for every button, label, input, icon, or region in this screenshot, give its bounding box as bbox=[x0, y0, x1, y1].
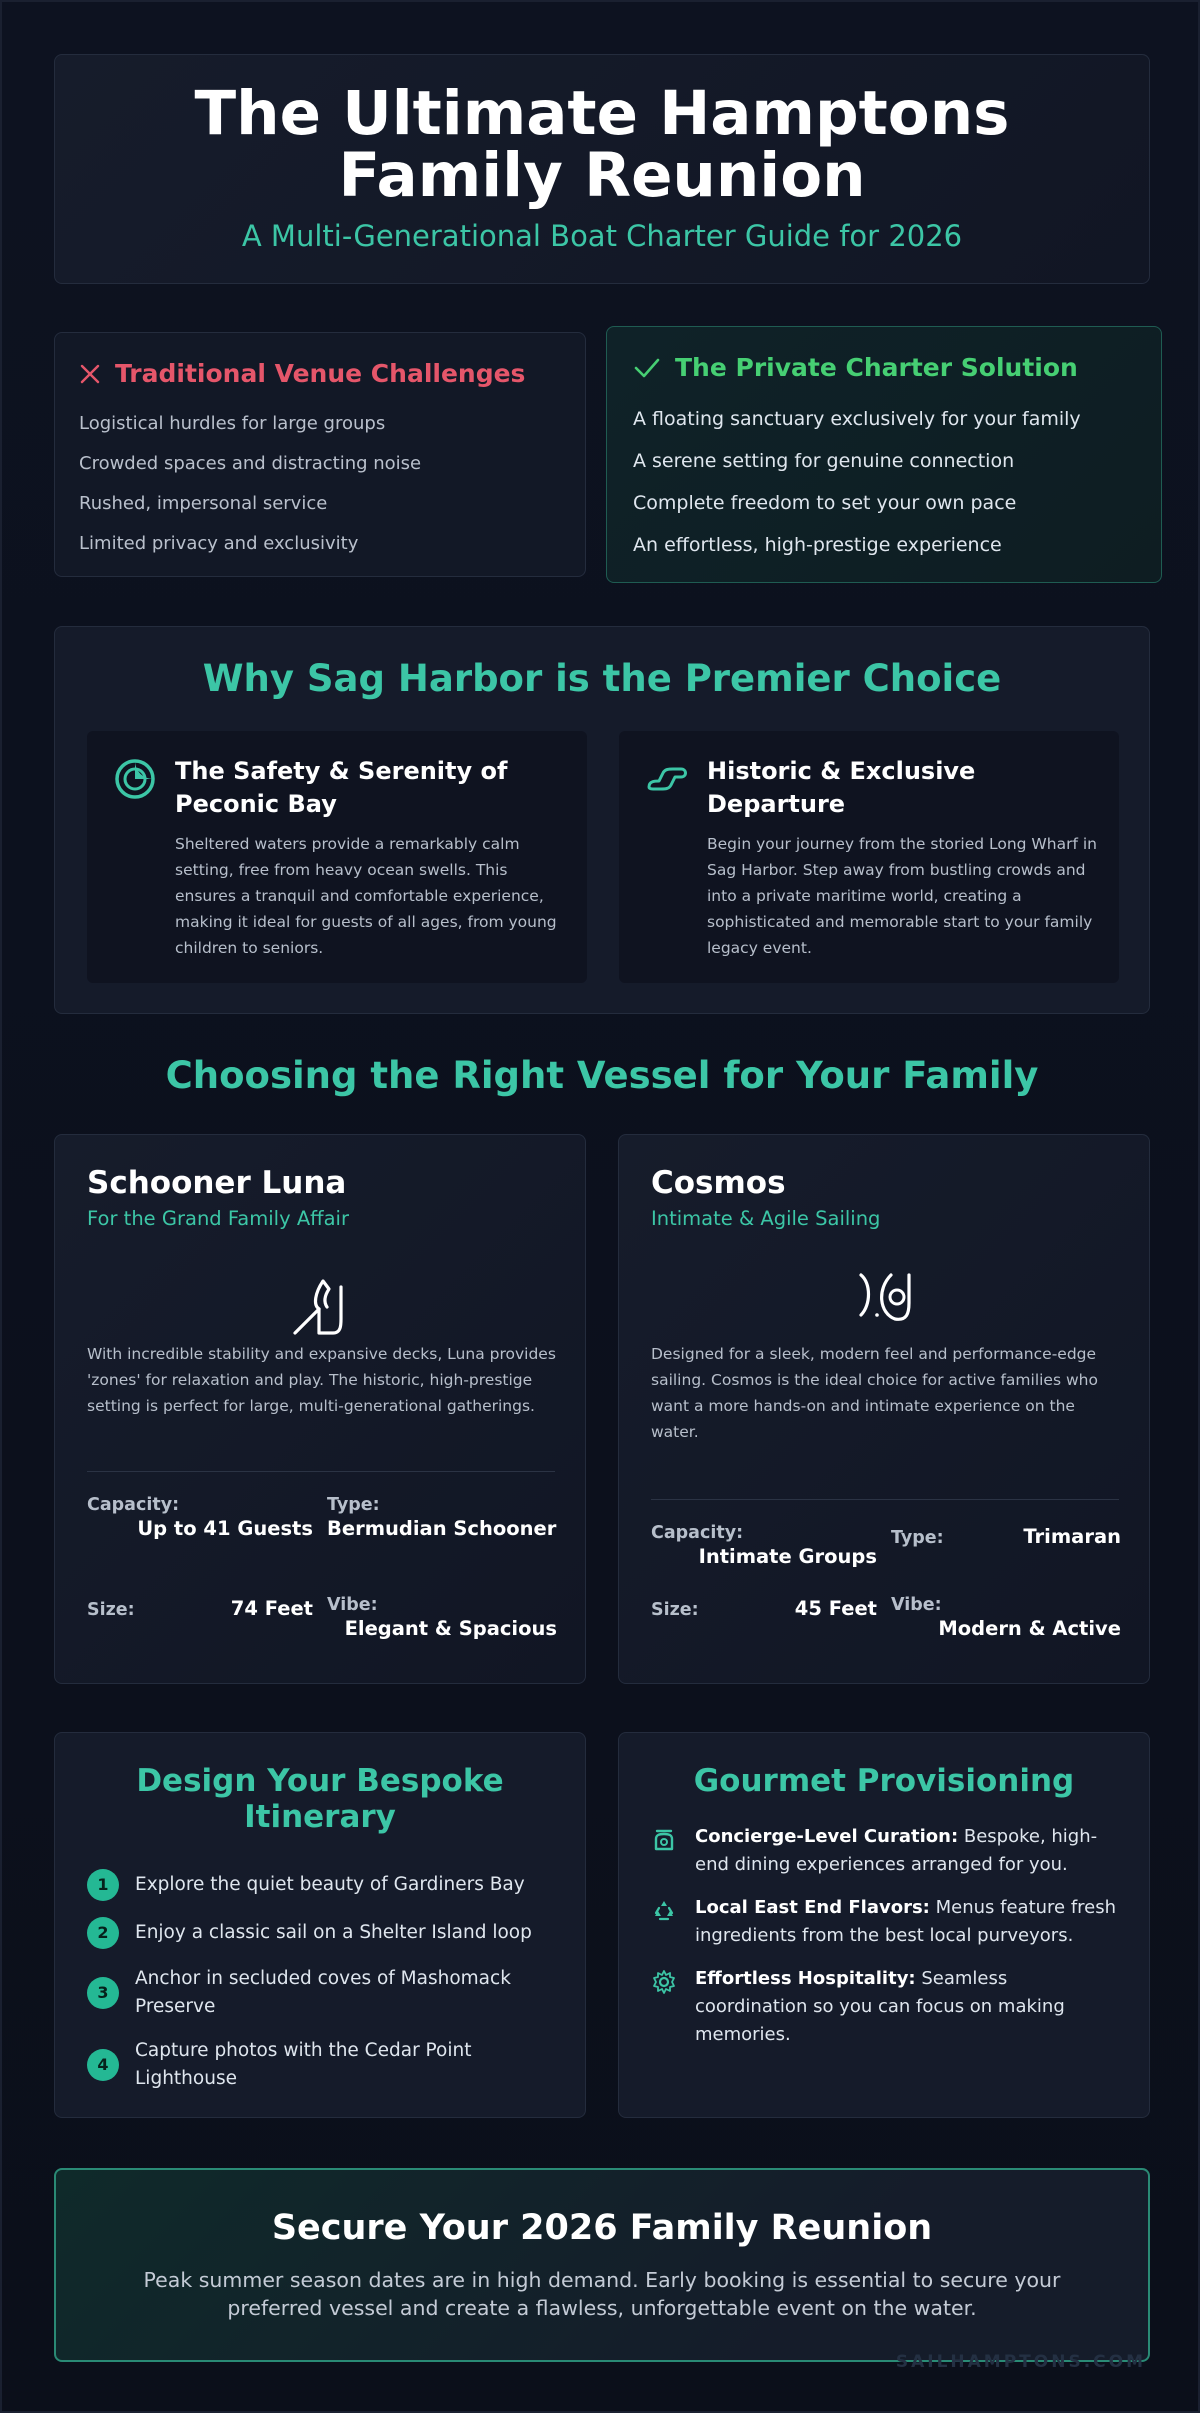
why-title: Why Sag Harbor is the Premier Choice bbox=[202, 657, 1002, 700]
spec-vibe bbox=[891, 1595, 1121, 1643]
concierge-bell-icon bbox=[651, 1827, 677, 1853]
spec-capacity bbox=[651, 1523, 877, 1571]
step-number: 3 bbox=[87, 1977, 119, 2009]
x-icon bbox=[79, 363, 101, 385]
challenges-heading bbox=[79, 359, 585, 388]
step-number: 2 bbox=[87, 1917, 119, 1949]
wave-icon bbox=[645, 757, 689, 801]
vessel-name: Schooner Luna bbox=[87, 1165, 347, 1201]
footer-brand: SAILHAMPTONS.COM bbox=[895, 2352, 1146, 2372]
list-item: A serene setting for genuine connection bbox=[633, 450, 1015, 472]
solution-list bbox=[633, 398, 1161, 566]
step-text: Capture photos with the Cedar Point Lighthouse bbox=[135, 2040, 472, 2089]
provisioning-item bbox=[651, 1894, 1121, 1950]
spec-value: Up to 41 Guests bbox=[137, 1517, 313, 1540]
provisioning-title: Gourmet Provisioning bbox=[693, 1763, 1075, 1799]
spec-label: Capacity: bbox=[87, 1495, 180, 1515]
vessel-name: Cosmos bbox=[651, 1165, 786, 1201]
list-item: Complete freedom to set your own pace bbox=[633, 492, 1017, 514]
spec-label: Vibe: bbox=[327, 1595, 378, 1615]
itinerary-step bbox=[87, 2029, 557, 2101]
spec-value: Elegant & Spacious bbox=[344, 1617, 557, 1640]
spec-label: Vibe: bbox=[891, 1595, 942, 1615]
list-item: An effortless, high-prestige experience bbox=[633, 534, 1002, 556]
solution-card bbox=[606, 326, 1162, 583]
provisioning-item bbox=[651, 1965, 1121, 2049]
list-item: A floating sanctuary exclusively for your family bbox=[633, 408, 1081, 430]
cta-text: Peak summer season dates are in high demand. Early booking is essential to secure your preferred vessel and create a flawless, unforgettable event on the water. bbox=[143, 2268, 1061, 2320]
spec-type bbox=[891, 1523, 1121, 1551]
spec-type bbox=[327, 1495, 557, 1543]
challenges-list bbox=[79, 404, 585, 564]
step-number: 1 bbox=[87, 1869, 119, 1901]
page-subtitle: A Multi-Generational Boat Charter Guide for 2026 bbox=[241, 219, 963, 253]
step-text: Explore the quiet beauty of Gardiners Bay bbox=[135, 1874, 525, 1895]
spec-label: Capacity: bbox=[651, 1523, 744, 1543]
spec-label: Size: bbox=[87, 1600, 135, 1620]
itinerary-steps bbox=[87, 1861, 557, 2101]
spec-value: Bermudian Schooner bbox=[327, 1517, 557, 1540]
spec-value: Trimaran bbox=[1023, 1525, 1121, 1548]
vessel-tagline: For the Grand Family Affair bbox=[87, 1207, 349, 1230]
step-number: 4 bbox=[87, 2049, 119, 2081]
feature-title: Historic & Exclusive Departure bbox=[707, 757, 976, 818]
spec-value: Intimate Groups bbox=[698, 1545, 877, 1568]
gear-icon bbox=[651, 1969, 677, 1995]
spec-value: Modern & Active bbox=[938, 1617, 1121, 1640]
challenges-card bbox=[54, 332, 586, 577]
spec-size bbox=[651, 1595, 877, 1623]
page-title: The Ultimate Hamptons Family Reunion bbox=[194, 78, 1010, 211]
itinerary-step bbox=[87, 1957, 557, 2029]
vessels-section-title: Choosing the Right Vessel for Your Family bbox=[165, 1054, 1039, 1097]
provisioning-label: Concierge-Level Curation: bbox=[695, 1826, 959, 1847]
spec-vibe bbox=[327, 1595, 557, 1643]
provisioning-label: Effortless Hospitality: bbox=[695, 1968, 916, 1989]
feature-text: Begin your journey from the storied Long Wharf in Sag Harbor. Step away from bustling crowds and into a private maritime world, creating a sophisticated and memorable start to your family legacy event. bbox=[707, 835, 1097, 957]
provisioning-text: Seamless coordination so you can focus on making memories. bbox=[695, 1968, 1065, 2045]
feature-text: Sheltered waters provide a remarkably calm setting, free from heavy ocean swells. This ensures a tranquil and comfortable experience, making it ideal for guests of all ages, from young children to seniors. bbox=[175, 835, 557, 957]
list-item: Rushed, impersonal service bbox=[79, 493, 328, 514]
step-text: Anchor in secluded coves of Mashomack Preserve bbox=[135, 1968, 511, 2017]
provisioning-label: Local East End Flavors: bbox=[695, 1897, 930, 1918]
vessel-card-luna bbox=[54, 1134, 586, 1684]
itinerary-step bbox=[87, 1861, 557, 1909]
trimaran-icon bbox=[835, 1249, 935, 1339]
spec-capacity bbox=[87, 1495, 313, 1543]
cta-title: Secure Your 2026 Family Reunion bbox=[271, 2208, 933, 2248]
check-icon bbox=[633, 357, 661, 379]
divider bbox=[87, 1471, 555, 1472]
provisioning-text: Menus feature fresh ingredients from the best local purveyors. bbox=[695, 1897, 1117, 1946]
list-item: Logistical hurdles for large groups bbox=[79, 413, 386, 434]
feature-title: The Safety & Serenity of Peconic Bay bbox=[175, 757, 508, 818]
spec-value: 74 Feet bbox=[230, 1597, 313, 1620]
solution-title: The Private Charter Solution bbox=[675, 353, 1078, 382]
provisioning-card bbox=[618, 1732, 1150, 2118]
vessel-description: Designed for a sleek, modern feel and performance-edge sailing. Cosmos is the ideal choice for active families who want a more hands-on and intimate experience on the water. bbox=[651, 1345, 1098, 1441]
recycle-icon bbox=[651, 1898, 677, 1924]
spec-value: 45 Feet bbox=[794, 1597, 877, 1620]
itinerary-step bbox=[87, 1909, 557, 1957]
divider bbox=[651, 1499, 1119, 1500]
why-section bbox=[54, 626, 1150, 1014]
header-card bbox=[54, 54, 1150, 284]
step-text: Enjoy a classic sail on a Shelter Island loop bbox=[135, 1922, 532, 1943]
vessel-card-cosmos bbox=[618, 1134, 1150, 1684]
challenges-title: Traditional Venue Challenges bbox=[115, 359, 526, 388]
feature-card-departure bbox=[619, 731, 1119, 983]
solution-heading bbox=[633, 353, 1161, 382]
cta-banner bbox=[54, 2168, 1150, 2362]
list-item: Crowded spaces and distracting noise bbox=[79, 453, 422, 474]
spec-label: Size: bbox=[651, 1600, 699, 1620]
provisioning-item bbox=[651, 1823, 1121, 1879]
itinerary-title: Design Your Bespoke Itinerary bbox=[136, 1763, 504, 1835]
itinerary-card bbox=[54, 1732, 586, 2118]
moon-icon bbox=[113, 757, 157, 801]
spec-label: Type: bbox=[891, 1528, 944, 1548]
vessel-tagline: Intimate & Agile Sailing bbox=[651, 1207, 881, 1230]
provisioning-text: Bespoke, high-end dining experiences arranged for you. bbox=[695, 1826, 1098, 1875]
vessel-description: With incredible stability and expansive decks, Luna provides 'zones' for relaxation and play. The historic, high-prestige setting is perfect for large, multi-generational gatherings. bbox=[87, 1345, 556, 1415]
spec-label: Type: bbox=[327, 1495, 380, 1515]
sailboat-icon bbox=[271, 1249, 371, 1339]
list-item: Limited privacy and exclusivity bbox=[79, 533, 359, 554]
provisioning-list bbox=[651, 1823, 1121, 2064]
feature-card-peconic bbox=[87, 731, 587, 983]
spec-size bbox=[87, 1595, 313, 1623]
